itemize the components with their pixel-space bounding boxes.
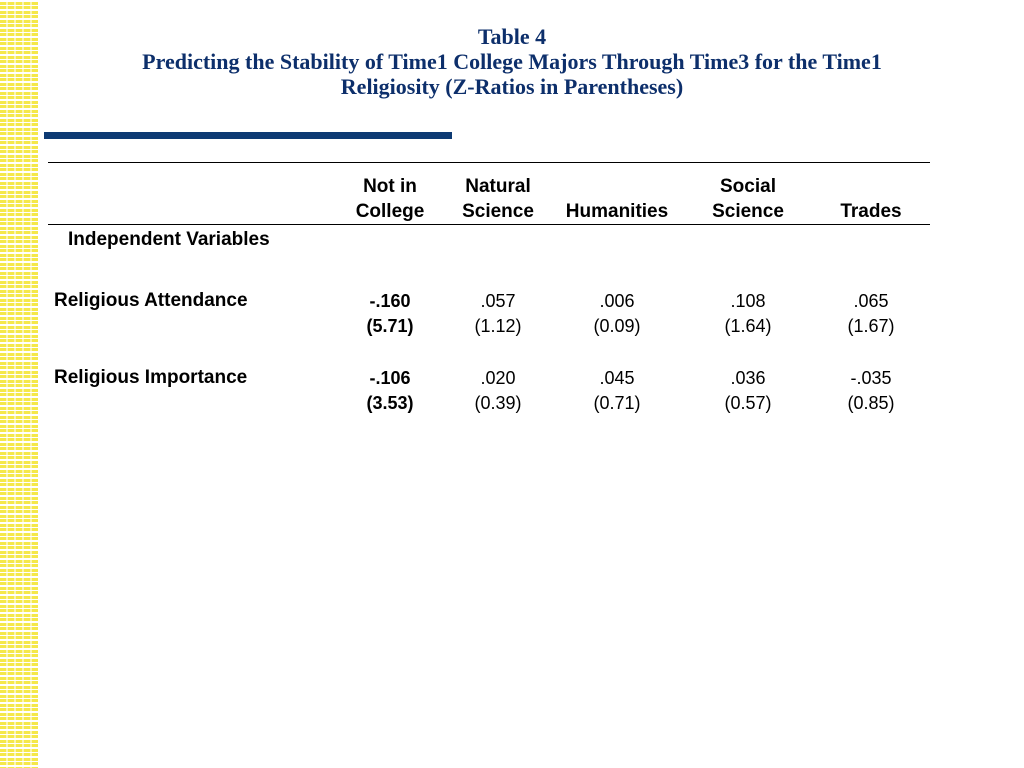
- title-line-3: Religiosity (Z-Ratios in Parentheses): [340, 74, 684, 99]
- table-cell: -.160 (5.71): [366, 291, 414, 336]
- table-cell: .020 (0.39): [474, 368, 522, 413]
- decorative-stripe-bar: [0, 0, 38, 768]
- accent-rule: [44, 132, 452, 139]
- col-header-humanities: Humanities: [565, 201, 669, 222]
- row-label-religious-attendance: Religious Attendance: [54, 290, 248, 311]
- col-header-trades: Trades: [840, 201, 902, 222]
- table-cell: .065 (1.67): [847, 291, 895, 336]
- title-line-2: Predicting the Stability of Time1 College Majors Through Time3 for the Time1: [142, 49, 882, 74]
- table-top-rule: [48, 162, 930, 163]
- table-cell: .036 (0.57): [724, 368, 772, 413]
- table-title: [50, 24, 974, 99]
- section-label-independent-variables: Independent Variables: [68, 229, 270, 250]
- table-cell: .057 (1.12): [474, 291, 522, 336]
- col-header-not-in-college: Not in College: [355, 176, 425, 222]
- table-number: Table 4: [477, 24, 547, 49]
- col-header-natural-science: Natural Science: [462, 176, 534, 222]
- table-cell: .108 (1.64): [724, 291, 772, 336]
- row-label-religious-importance: Religious Importance: [54, 367, 248, 388]
- table-cell: -.106 (3.53): [366, 368, 414, 413]
- table-header-rule: [48, 224, 930, 225]
- table-cell: .045 (0.71): [593, 368, 641, 413]
- table-cell: .006 (0.09): [593, 291, 641, 336]
- table-cell: -.035 (0.85): [847, 368, 895, 413]
- col-header-social-science: Social Science: [712, 176, 784, 222]
